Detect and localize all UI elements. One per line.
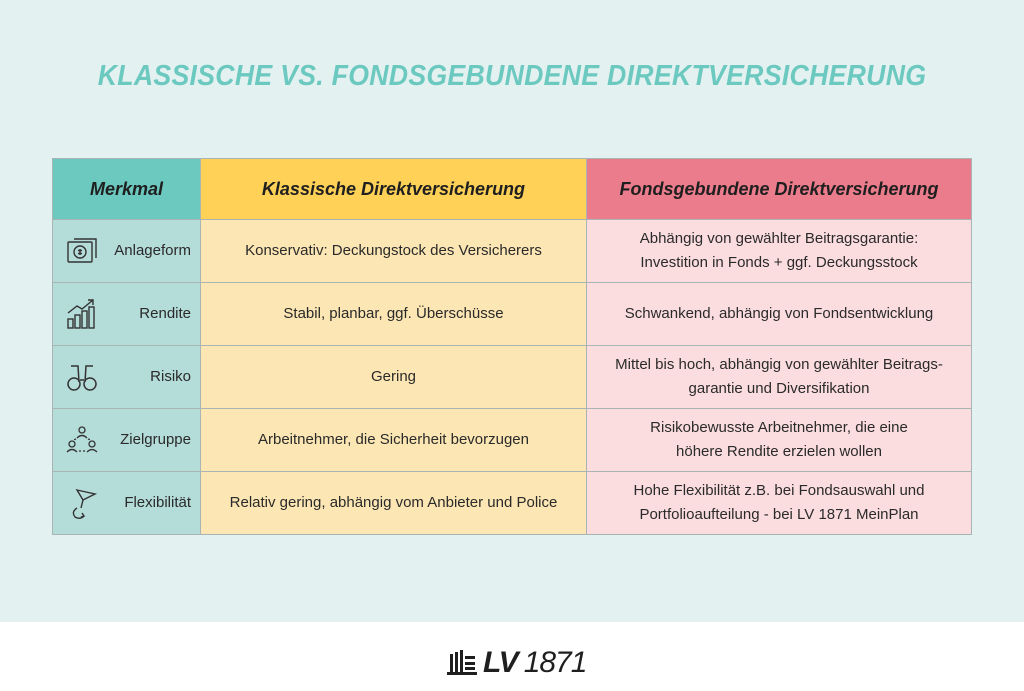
people-group-icon [65,423,99,457]
lv1871-logo [447,646,586,680]
logo-text: LV [483,646,518,679]
company-logo-icon [447,650,477,676]
fonds-line-2: garantie und Diversifikation [688,380,870,397]
merkmal-label: Flexibilität [124,494,191,511]
fonds-line-1: Risikobewusste Arbeitnehmer, die eine [650,419,908,436]
klassisch-cell: Stabil, planbar, ggf. Überschüsse [201,283,587,346]
fonds-line-2: Investition in Fonds + ggf. Deckungsstock [640,254,918,271]
growth-chart-icon [65,297,99,331]
fonds-cell [587,283,972,346]
klassisch-cell: Konservativ: Deckungstock des Versicherers [201,220,587,283]
merkmal-cell [53,220,201,283]
fonds-line-2: Portfolioaufteilung - bei LV 1871 MeinPlan [639,506,919,523]
table-header-row [53,159,972,220]
binoculars-icon [65,360,99,394]
klassisch-cell: Relativ gering, abhängig vom Anbieter und Police [201,472,587,535]
header-merkmal: Merkmal [53,159,201,220]
fonds-cell [587,472,972,535]
table-row [53,472,972,535]
comparison-table [52,158,972,535]
fonds-cell [587,409,972,472]
page-title: KLASSISCHE VS. FONDSGEBUNDENE DIREKTVERSICHERUNG [97,60,927,92]
table-row [53,283,972,346]
table-row [53,346,972,409]
header-fonds: Fondsgebundene Direktversicherung [587,159,972,220]
fonds-line-1: Abhängig von gewählter Beitragsgarantie: [639,230,919,247]
merkmal-label: Risiko [150,368,191,385]
klassisch-cell: Arbeitnehmer, die Sicherheit bevorzugen [201,409,587,472]
investment-icon [65,234,99,268]
merkmal-label: Zielgruppe [120,431,191,448]
fonds-line-1: Schwankend, abhängig von Fondsentwicklung [624,305,934,322]
fonds-line-1: Mittel bis hoch, abhängig von gewählter Beitrags- [615,356,943,373]
klassisch-cell: Gering [201,346,587,409]
merkmal-label: Anlageform [114,242,191,259]
fonds-cell [587,220,972,283]
fonds-line-2: höhere Rendite erzielen wollen [676,443,882,460]
merkmal-cell [53,283,201,346]
merkmal-cell [53,409,201,472]
fonds-line-1: Hohe Flexibilität z.B. bei Fondsauswahl und [633,482,925,499]
flexible-arrow-icon [65,486,99,520]
fonds-cell [587,346,972,409]
merkmal-cell [53,346,201,409]
merkmal-cell [53,472,201,535]
header-klassisch: Klassische Direktversicherung [201,159,587,220]
table-row [53,220,972,283]
table-row [53,409,972,472]
merkmal-label: Rendite [139,305,191,322]
logo-number: 1871 [523,646,587,679]
